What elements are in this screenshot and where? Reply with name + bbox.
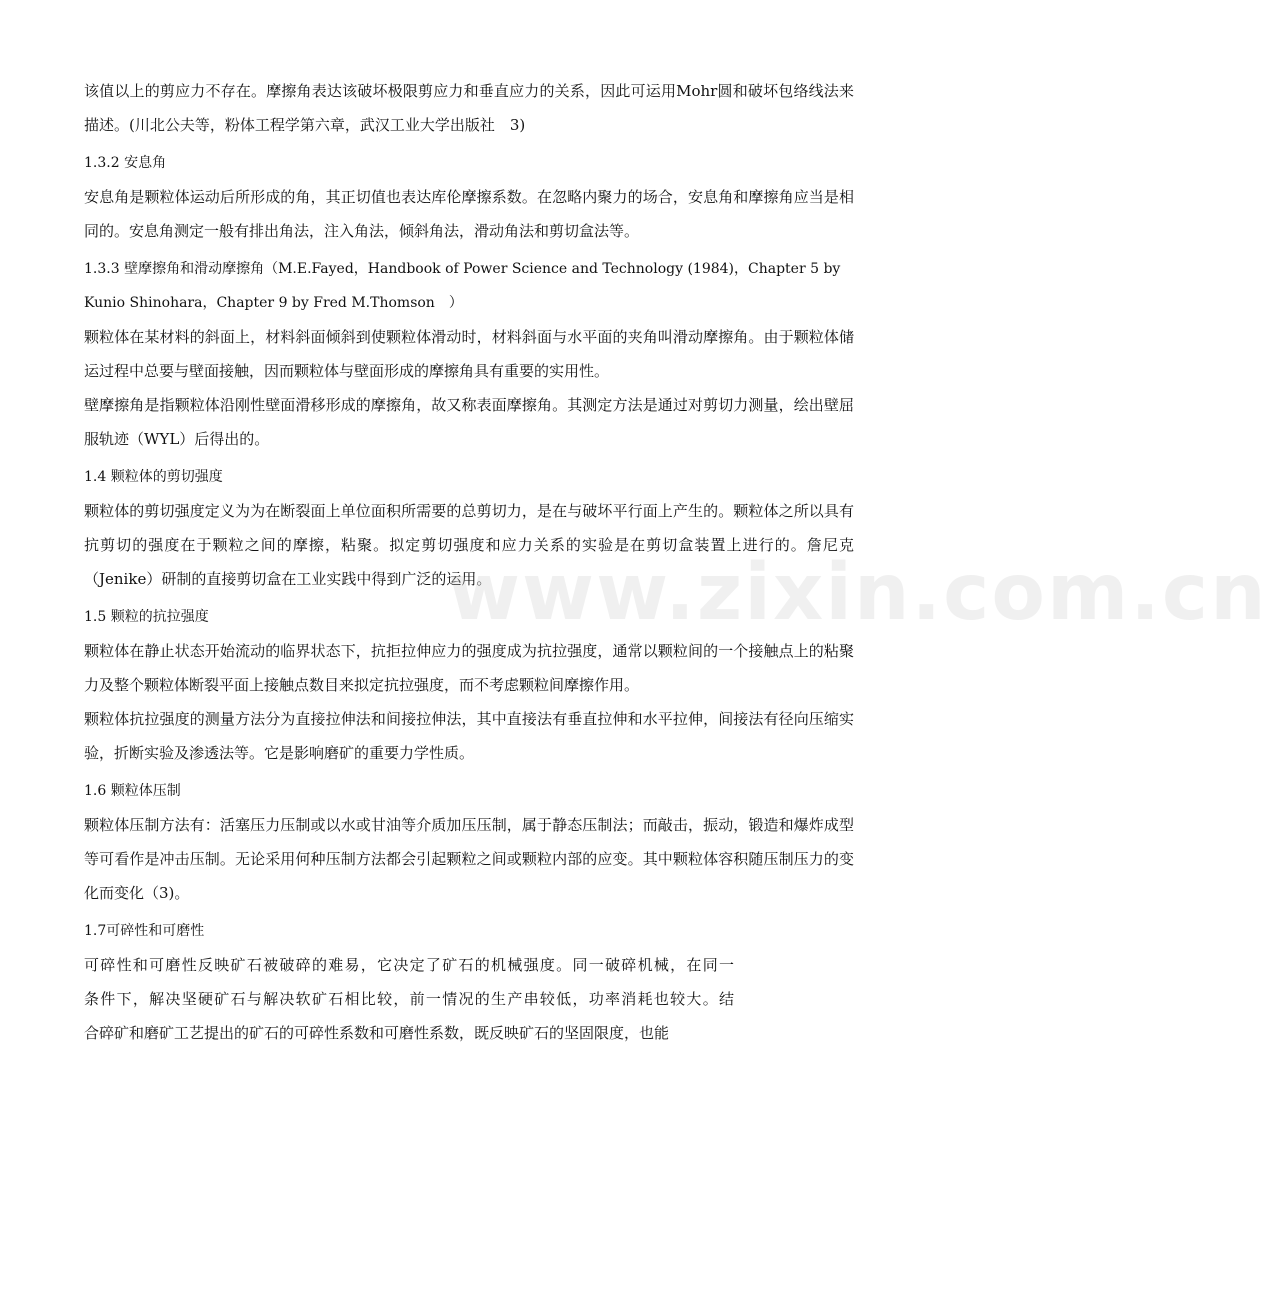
heading-1-6: 1.6 颗粒体压制 bbox=[84, 783, 181, 799]
paragraph-crushability-line-3: 合碎矿和磨矿工艺提出的矿石的可碎性系数和可磨性系数，既反映矿石的坚固限度，也能 bbox=[84, 1024, 670, 1042]
paragraph-angle-of-repose: 安息角是颗粒体运动后所形成的角，其正切值也表达库伦摩擦系数。在忽略内聚力的场合，安息角和摩擦角应当是相同的。安息角测定一般有排出角法，注入角法，倾斜角法，滑动角法和剪切盒法等。 bbox=[84, 188, 854, 240]
paragraph-shear-strength: 颗粒体的剪切强度定义为为在断裂面上单位面积所需要的总剪切力，是在与破坏平行面上产生的。颗粒体之所以具有抗剪切的强度在于颗粒之间的摩擦，粘聚。拟定剪切强度和应力关系的实验是在剪切盒装置上进行的。詹尼克（Jenike）研制的直接剪切盒在工业实践中得到广泛的运用。 bbox=[84, 502, 854, 588]
paragraph-crushability-line-2: 条件下，解决坚硬矿石与解决软矿石相比较，前一情况的生产串较低，功率消耗也较大。结 bbox=[84, 990, 734, 1008]
paragraph-compaction: 颗粒体压制方法有：活塞压力压制或以水或甘油等介质加压压制，属于静态压制法；而敲击，振动，锻造和爆炸成型等可看作是冲击压制。无论采用何种压制方法都会引起颗粒之间或颗粒内部的应变。其中颗粒体容积随压制压力的变化而变化（3)。 bbox=[84, 816, 854, 902]
watermark: www.zixin.com.cn bbox=[448, 548, 1268, 638]
paragraph-tensile-strength: 颗粒体在静止状态开始流动的临界状态下，抗拒拉伸应力的强度成为抗拉强度，通常以颗粒间的一个接触点上的粘聚力及整个颗粒体断裂平面上接触点数目来拟定抗拉强度，而不考虑颗粒间摩擦作用。 bbox=[84, 642, 854, 694]
paragraph-wall-friction: 壁摩擦角是指颗粒体沿刚性壁面滑移形成的摩擦角，故又称表面摩擦角。其测定方法是通过对剪切力测量，绘出壁屈服轨迹（WYL）后得出的。 bbox=[84, 396, 854, 448]
heading-1-5: 1.5 颗粒的抗拉强度 bbox=[84, 609, 209, 625]
heading-1-3-2: 1.3.2 安息角 bbox=[84, 155, 167, 171]
heading-1-4: 1.4 颗粒体的剪切强度 bbox=[84, 469, 223, 485]
paragraph-mohr: 该值以上的剪应力不存在。摩擦角表达该破坏极限剪应力和垂直应力的关系，因此可运用Mohr圆和破坏包络线法来描述。(川北公夫等，粉体工程学第六章，武汉工业大学出版社 3) bbox=[84, 82, 854, 134]
paragraph-tensile-measurement: 颗粒体抗拉强度的测量方法分为直接拉伸法和间接拉伸法，其中直接法有垂直拉伸和水平拉伸，间接法有径向压缩实验，折断实验及渗透法等。它是影响磨矿的重要力学性质。 bbox=[84, 710, 854, 762]
heading-1-3-3: 1.3.3 壁摩擦角和滑动摩擦角（M.E.Fayed，Handbook of Power Science and Technology (1984)，Chapter 5 by Kunio Shinohara，Chapter 9 by Fred M.Thomson ） bbox=[84, 261, 841, 311]
heading-1-7: 1.7可碎性和可磨性 bbox=[84, 923, 205, 939]
paragraph-crushability-line-1: 可碎性和可磨性反映矿石被破碎的难易，它决定了矿石的机械强度。同一破碎机械，在同一 bbox=[84, 956, 734, 974]
paragraph-sliding-friction: 颗粒体在某材料的斜面上，材料斜面倾斜到使颗粒体滑动时，材料斜面与水平面的夹角叫滑动摩擦角。由于颗粒体储运过程中总要与壁面接触，因而颗粒体与壁面形成的摩擦角具有重要的实用性。 bbox=[84, 328, 854, 380]
document-body bbox=[84, 74, 854, 1050]
